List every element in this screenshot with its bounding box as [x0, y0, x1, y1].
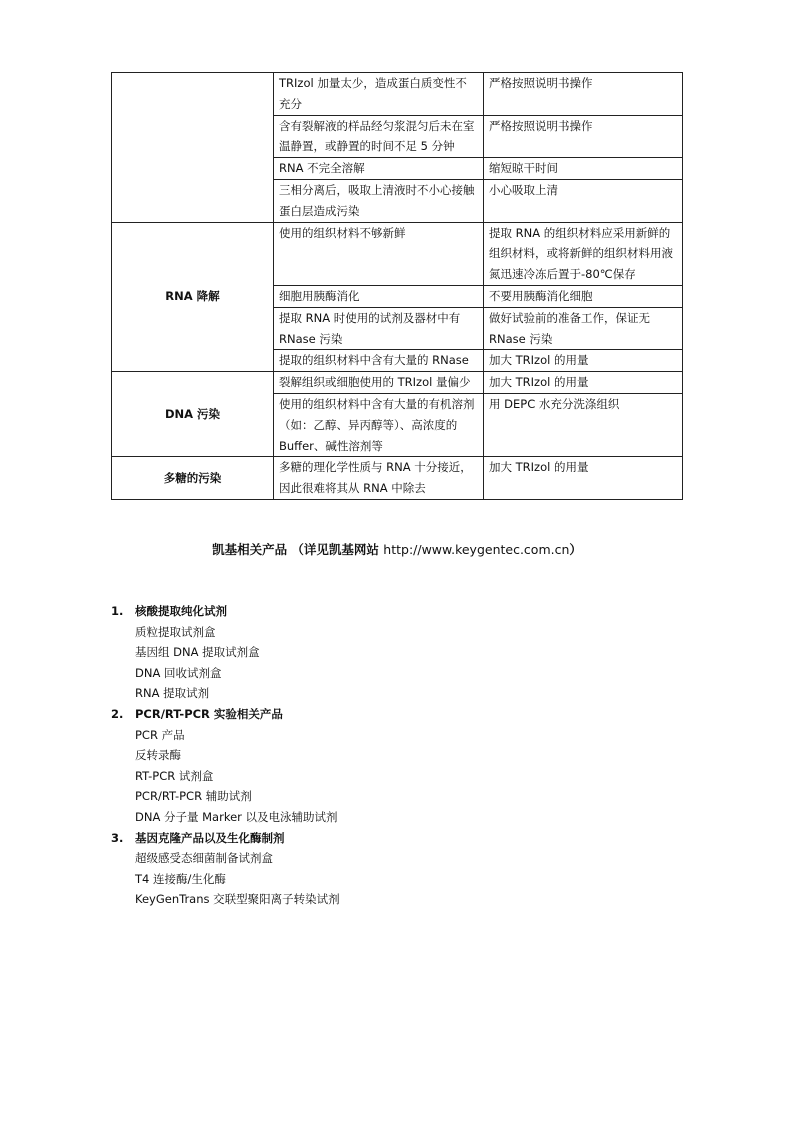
cause-cell: 使用的组织材料不够新鲜 [274, 222, 484, 285]
heading-close: ） [569, 542, 582, 557]
section-title-text: PCR/RT-PCR 实验相关产品 [135, 706, 283, 721]
solution-cell: 提取 RNA 的组织材料应采用新鲜的组织材料，或将新鲜的组织材料用液氮迅速冷冻后置于-80℃保存 [484, 222, 683, 285]
solution-cell: 加大 TRIzol 的用量 [484, 457, 683, 500]
list-item: KeyGenTrans 交联型聚阳离子转染试剂 [135, 892, 340, 907]
section-title-text: 基因克隆产品以及生化酶制剂 [135, 830, 285, 845]
category-cell: RNA 降解 [112, 222, 274, 372]
list-item: DNA 分子量 Marker 以及电泳辅助试剂 [135, 809, 338, 824]
section-title [111, 704, 340, 725]
section-title-text: 核酸提取纯化试剂 [135, 604, 227, 618]
cause-cell: 三相分离后，吸取上清液时不小心接触蛋白层造成污染 [274, 179, 484, 222]
troubleshooting-table [111, 72, 683, 500]
solution-cell: 用 DEPC 水充分洗涤组织 [484, 393, 683, 456]
product-list [111, 601, 340, 910]
list-item: 反转录酶 [135, 748, 181, 763]
table-row [112, 372, 683, 394]
category-cell: DNA 污染 [112, 372, 274, 457]
section-number: 3. [111, 830, 124, 845]
list-item: PCR/RT-PCR 辅助试剂 [135, 789, 252, 804]
related-products-heading [0, 540, 794, 558]
cause-cell: RNA 不完全溶解 [274, 158, 484, 180]
section-title [111, 828, 340, 849]
cause-cell: 细胞用胰酶消化 [274, 285, 484, 307]
heading-text: 凯基相关产品 （详见凯基网站 [212, 542, 384, 557]
list-item: RNA 提取试剂 [135, 686, 210, 701]
cause-cell: 提取 RNA 时使用的试剂及器材中有 RNase 污染 [274, 307, 484, 350]
cause-cell: 多糖的理化学性质与 RNA 十分接近，因此很难将其从 RNA 中除去 [274, 457, 484, 500]
list-item: 质粒提取试剂盒 [135, 624, 216, 639]
table-row [112, 222, 683, 285]
solution-cell: 加大 TRIzol 的用量 [484, 372, 683, 394]
section-number: 1. [111, 604, 124, 618]
solution-cell: 严格按照说明书操作 [484, 73, 683, 116]
category-cell: 多糖的污染 [112, 457, 274, 500]
section-title [111, 601, 340, 622]
table-row [112, 457, 683, 500]
list-item: RT-PCR 试剂盒 [135, 768, 214, 783]
cause-cell: 含有裂解液的样品经匀浆混匀后未在室温静置，或静置的时间不足 5 分钟 [274, 115, 484, 158]
section-number: 2. [111, 706, 124, 721]
solution-cell: 不要用胰酶消化细胞 [484, 285, 683, 307]
solution-cell: 做好试验前的准备工作，保证无 RNase 污染 [484, 307, 683, 350]
solution-cell: 小心吸取上清 [484, 179, 683, 222]
list-item: PCR 产品 [135, 727, 185, 742]
solution-cell: 加大 TRIzol 的用量 [484, 350, 683, 372]
website-link[interactable]: http://www.keygentec.com.cn [383, 542, 570, 557]
list-item: 基因组 DNA 提取试剂盒 [135, 645, 260, 660]
list-item: DNA 回收试剂盒 [135, 665, 222, 680]
list-item: 超级感受态细菌制备试剂盒 [135, 851, 273, 866]
cause-cell: TRIzol 加量太少，造成蛋白质变性不充分 [274, 73, 484, 116]
cause-cell: 提取的组织材料中含有大量的 RNase [274, 350, 484, 372]
solution-cell: 缩短晾干时间 [484, 158, 683, 180]
solution-cell: 严格按照说明书操作 [484, 115, 683, 158]
cause-cell: 使用的组织材料中含有大量的有机溶剂（如：乙醇、异丙醇等）、高浓度的 Buffer、碱性溶剂等 [274, 393, 484, 456]
cause-cell: 裂解组织或细胞使用的 TRIzol 量偏少 [274, 372, 484, 394]
category-cell-empty [112, 73, 274, 223]
table-row [112, 73, 683, 116]
list-item: T4 连接酶/生化酶 [135, 871, 226, 886]
